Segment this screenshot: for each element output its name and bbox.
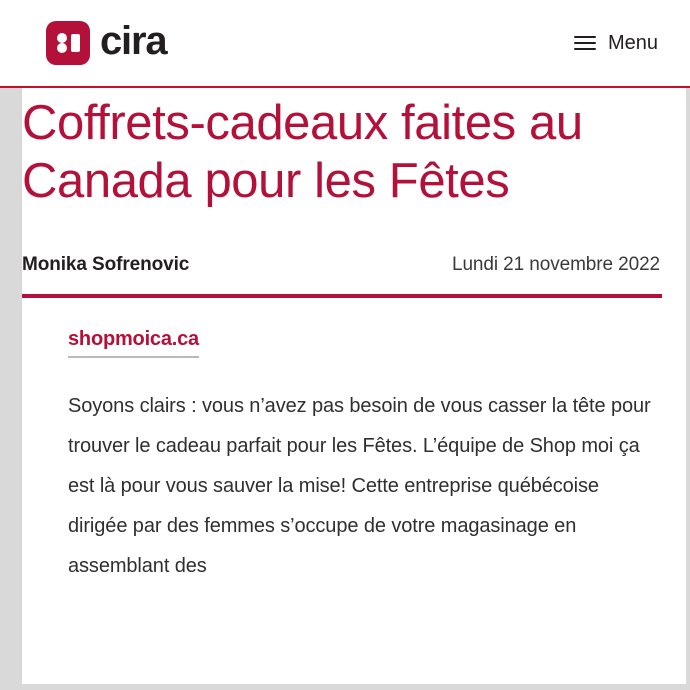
article-author: Monika Sofrenovic xyxy=(22,254,190,275)
brand-name: cira xyxy=(100,19,167,63)
article-body xyxy=(22,298,662,586)
article-paragraph: Soyons clairs : vous n’avez pas besoin de vous casser la tête pour trouver le cadeau parfait pour les Fêtes. L’équipe de Shop moi ça est là pour vous sauver la mise! Cette entreprise québécoise dirigée par des femmes s’occupe de votre magasinage en assemblant des xyxy=(68,395,651,577)
cira-logo-icon xyxy=(46,21,90,65)
right-edge-rail xyxy=(686,88,690,690)
left-edge-rail xyxy=(0,88,22,690)
menu-button[interactable] xyxy=(568,28,664,59)
brand-logo-link[interactable] xyxy=(46,21,166,65)
article-date: Lundi 21 novembre 2022 xyxy=(451,254,660,275)
page-title: Coffrets-cadeaux faites au Canada pour les Fêtes xyxy=(22,96,583,208)
bottom-edge-rail xyxy=(0,684,690,690)
hamburger-icon xyxy=(574,35,596,51)
byline xyxy=(22,254,662,276)
section-link-shopmoica[interactable]: shopmoica.ca xyxy=(68,328,199,358)
site-header xyxy=(0,0,690,88)
article-container xyxy=(22,88,686,684)
menu-button-label: Menu xyxy=(607,31,658,54)
